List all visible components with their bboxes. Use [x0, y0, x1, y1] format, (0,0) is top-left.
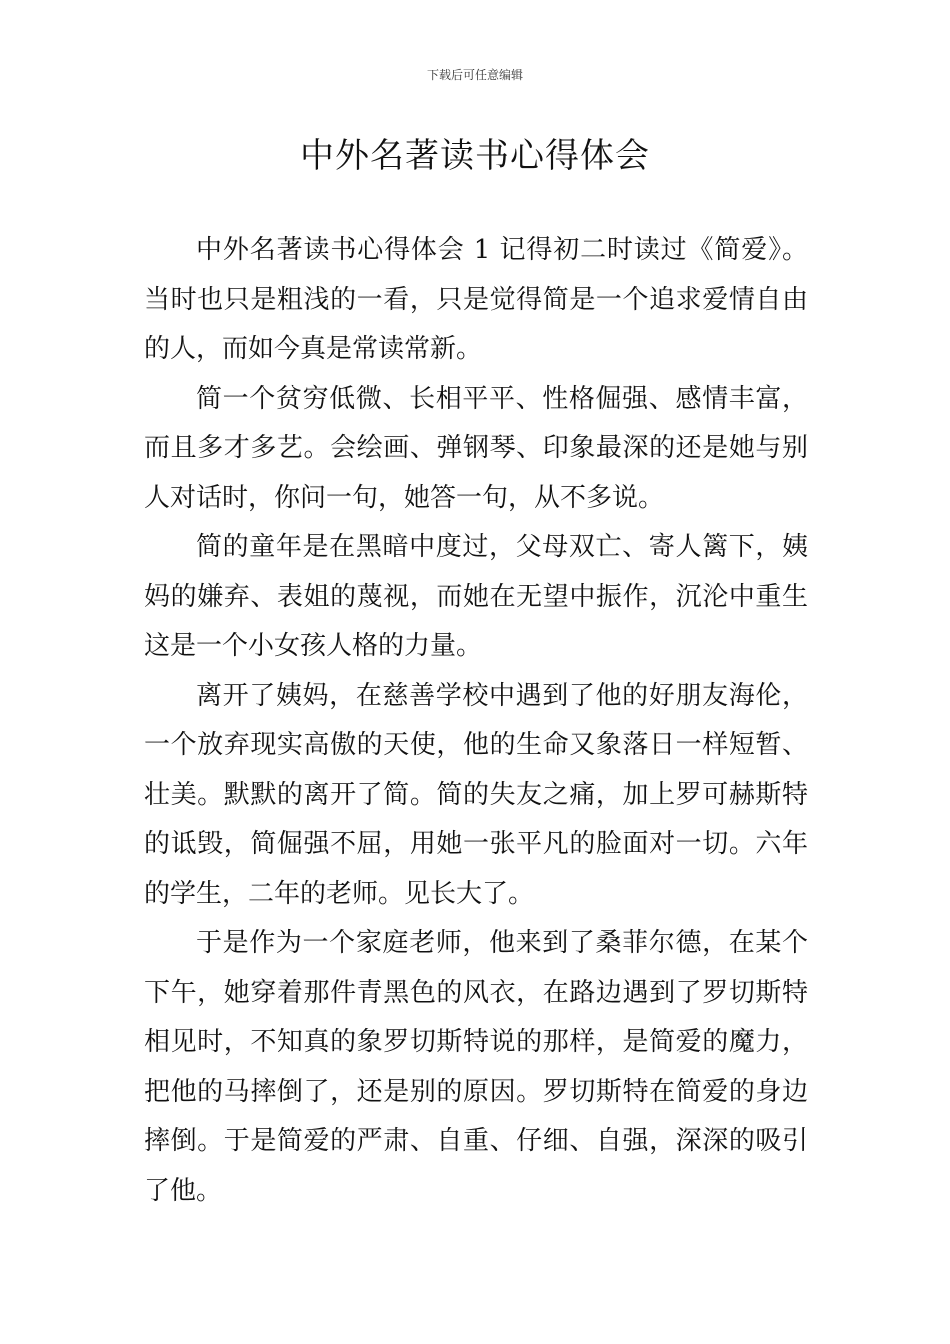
paragraph-5: 于是作为一个家庭老师，他来到了桑菲尔德，在某个下午，她穿着那件青黑色的风衣，在路边遇到了罗切斯特相见时，不知真的象罗切斯特说的那样，是简爱的魔力，把他的马摔倒了，还是别的原因。罗切斯特在简爱的身边摔倒。于是简爱的严肃、自重、仔细、自强，深深的吸引了他。 — [144, 928, 808, 1206]
paragraph-4: 离开了姨妈，在慈善学校中遇到了他的好朋友海伦，一个放弃现实高傲的天使，他的生命又象落日一样短暂、壮美。默默的离开了简。简的失友之痛，加上罗可赫斯特的诋毁，简倔强不屈，用她一张平凡的脸面对一切。六年的学生，二年的老师。见长大了。 — [144, 680, 808, 909]
document-title: 中外名著读书心得体会 — [300, 136, 650, 176]
document-body — [144, 226, 808, 1216]
paragraph-3: 简的童年是在黑暗中度过，父母双亡、寄人篱下，姨妈的嫌弃、表姐的蔑视，而她在无望中振作，沉沦中重生这是一个小女孩人格的力量。 — [144, 532, 808, 661]
paragraph-2: 简一个贫穷低微、长相平平、性格倔强、感情丰富，而且多才多艺。会绘画、弹钢琴、印象最深的还是她与别人对话时，你问一句，她答一句，从不多说。 — [144, 383, 808, 513]
header-note: 下载后可任意编辑 — [426, 68, 523, 82]
paragraph-1: 中外名著读书心得体会 1 记得初二时读过《简爱》。当时也只是粗浅的一看，只是觉得简是一个追求爱情自由的人，而如今真是常读常新。 — [144, 235, 808, 364]
